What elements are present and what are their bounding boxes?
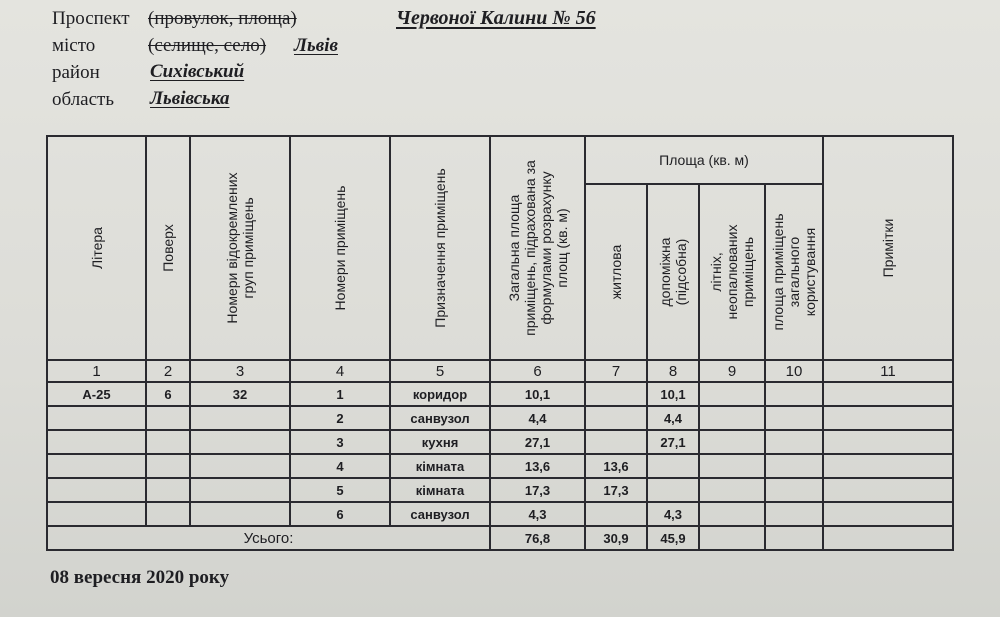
cell-notes [823,478,953,502]
cell-common [765,430,823,454]
table-row [47,430,953,454]
cell-purpose: кухня [390,430,490,454]
cell-notes [823,502,953,526]
totals-row [47,526,953,550]
table-row [47,478,953,502]
cell-summer [699,406,765,430]
street-label: Проспект [52,8,130,29]
col-number: 1 [47,360,146,382]
cell-group: 32 [190,382,290,406]
cell-common [765,478,823,502]
header-notes: Примітки [823,136,953,360]
document-date: 08 вересня 2020 року [50,567,230,588]
header-floor: Поверх [146,136,190,360]
col-number: 10 [765,360,823,382]
cell-purpose: санвузол [390,502,490,526]
header-litera: Літера [47,136,146,360]
cell-purpose: коридор [390,382,490,406]
header-total-area: Загальна площа приміщень, підрахована за формулами розрахунку площ (кв. м) [490,136,585,360]
cell-summer [699,526,765,550]
cell-aux: 27,1 [647,430,699,454]
cell-litera [47,454,146,478]
cell-aux: 4,3 [647,502,699,526]
cell-total: 4,4 [490,406,585,430]
cell-notes [823,382,953,406]
cell-notes [823,454,953,478]
header-auxiliary: допоміжна (підсобна) [647,184,699,360]
cell-living [585,430,647,454]
cell-summer [699,382,765,406]
cell-litera: А-25 [47,382,146,406]
header-living: житлова [585,184,647,360]
cell-living: 13,6 [585,454,647,478]
region-label: область [52,89,115,110]
cell-summer [699,478,765,502]
cell-floor [146,406,190,430]
cell-group [190,406,290,430]
col-number: 3 [190,360,290,382]
cell-group [190,502,290,526]
cell-litera [47,478,146,502]
cell-common [765,406,823,430]
cell-notes [823,526,953,550]
col-number: 6 [490,360,585,382]
cell-group [190,478,290,502]
cell-room: 6 [290,502,390,526]
table-row [47,382,953,406]
column-numbers-row [47,360,953,382]
cell-aux [647,478,699,502]
cell-aux: 4,4 [647,406,699,430]
city-value: Львів [294,35,338,56]
cell-floor [146,502,190,526]
cell-total: 13,6 [490,454,585,478]
cell-litera [47,430,146,454]
cell-common [765,502,823,526]
cell-total: 4,3 [490,502,585,526]
cell-living [585,502,647,526]
cell-common [765,382,823,406]
totals-label: Усього: [47,526,490,550]
cell-summer [699,454,765,478]
cell-living [585,406,647,430]
cell-room: 3 [290,430,390,454]
cell-litera [47,502,146,526]
cell-summer [699,430,765,454]
cell-living [585,382,647,406]
col-number: 4 [290,360,390,382]
header-rooms: Номери приміщень [290,136,390,360]
totals-living: 30,9 [585,526,647,550]
city-alt: (селище, село) [148,35,267,56]
cell-summer [699,502,765,526]
table-row [47,502,953,526]
cell-notes [823,430,953,454]
cell-living: 17,3 [585,478,647,502]
street-value: Червоної Калини № 56 [396,7,596,29]
col-number: 2 [146,360,190,382]
totals-total: 76,8 [490,526,585,550]
cell-common [765,526,823,550]
header-purpose: Призначення приміщень [390,136,490,360]
totals-aux: 45,9 [647,526,699,550]
region-value: Львівська [150,88,230,109]
cell-total: 27,1 [490,430,585,454]
cell-purpose: санвузол [390,406,490,430]
cell-aux: 10,1 [647,382,699,406]
col-number: 5 [390,360,490,382]
cell-floor [146,454,190,478]
rooms-table [46,135,954,551]
table-row [47,454,953,478]
cell-room: 2 [290,406,390,430]
col-number: 7 [585,360,647,382]
col-number: 8 [647,360,699,382]
cell-aux [647,454,699,478]
cell-group [190,430,290,454]
cell-purpose: кімната [390,478,490,502]
cell-room: 1 [290,382,390,406]
cell-floor [146,430,190,454]
cell-total: 10,1 [490,382,585,406]
district-label: район [52,62,100,83]
district-value: Сихівський [150,61,245,82]
cell-room: 5 [290,478,390,502]
cell-total: 17,3 [490,478,585,502]
table-row [47,406,953,430]
cell-group [190,454,290,478]
cell-litera [47,406,146,430]
cell-common [765,454,823,478]
cell-notes [823,406,953,430]
header-common: площа приміщень загального користування [765,184,823,360]
cell-room: 4 [290,454,390,478]
street-alt: (провулок, площа) [148,8,297,29]
header-groups: Номери відокремлених груп приміщень [190,136,290,360]
col-number: 11 [823,360,953,382]
header-area-group: Площа (кв. м) [585,136,823,184]
cell-floor [146,478,190,502]
cell-floor: 6 [146,382,190,406]
city-label: місто [52,35,96,56]
cell-purpose: кімната [390,454,490,478]
col-number: 9 [699,360,765,382]
header-summer: літніх, неопалюваних приміщень [699,184,765,360]
